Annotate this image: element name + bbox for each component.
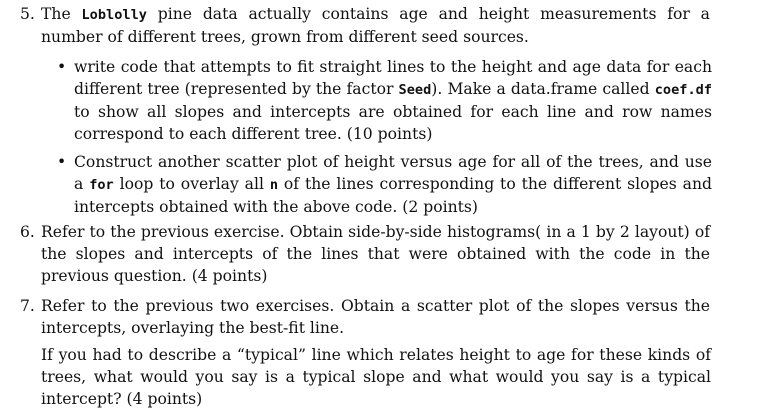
code-coef-df: coef.df <box>654 82 712 98</box>
question-6-number: 6. <box>20 223 35 241</box>
code-loblolly: Loblolly <box>81 7 147 23</box>
question-6-text: Refer to the previous exercise. Obtain side-by-side histograms( in a 1 by 2 layout) of the slopes and intercepts of the lines that were obtained with the code in the previous question. (4 points) <box>41 223 710 285</box>
code-for: for <box>89 177 114 193</box>
question-5-bullets <box>57 56 712 218</box>
question-6 <box>20 221 710 287</box>
question-7-followup: If you had to describe a “typical” line which relates height to age for these kinds of trees, what would you say is a typical slope and what would you say is a typical intercept? (4 points) <box>41 346 711 408</box>
code-n: n <box>269 177 279 193</box>
bullet-dot-icon: • <box>57 153 67 171</box>
question-5 <box>20 3 710 48</box>
question-7-number: 7. <box>20 297 35 315</box>
code-seed: Seed <box>398 82 432 98</box>
question-5-text: The Loblolly pine data actually contains age and height measurements for a number of different trees, grown from different seed sources. <box>41 5 710 46</box>
bullet-item-2: • Construct another scatter plot of height versus age for all of the trees, and use a for loop to overlay all n of the lines corresponding to the different slopes and intercepts obtained with the above code. (2 points) <box>57 153 712 216</box>
bullet-dot-icon: • <box>57 58 67 76</box>
question-7 <box>20 295 710 339</box>
bullet-item-1: • write code that attempts to fit straight lines to the height and age data for each different tree (represented by the factor Seed). Make a data.frame called coef.df to show all slopes and intercepts are obtained for each line and row names correspond to each different tree. (10 points) <box>57 58 712 143</box>
question-7-text: Refer to the previous two exercises. Obtain a scatter plot of the slopes versus the intercepts, overlaying the best-fit line. <box>41 297 710 337</box>
question-5-number: 5. <box>20 5 35 23</box>
